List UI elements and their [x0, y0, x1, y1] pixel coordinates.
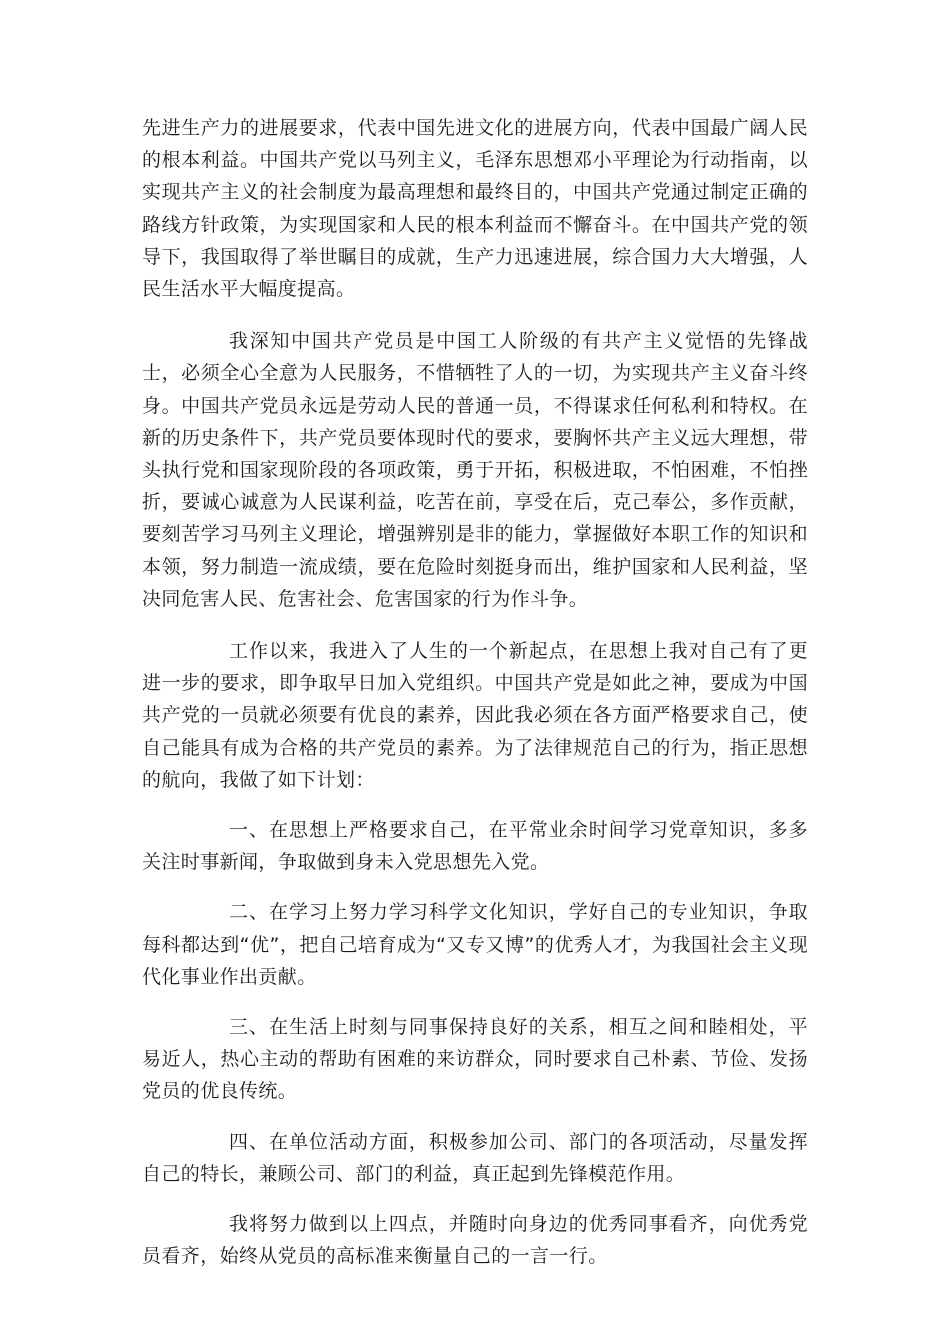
plan-item-activities: 四、在单位活动方面，积极参加公司、部门的各项活动，尽量发挥自己的特长，兼顾公司、部门的利益，真正起到先锋模范作用。	[142, 1130, 808, 1185]
paragraph-party-member-duties: 我深知中国共产党员是中国工人阶级的有共产主义觉悟的先锋战士，必须全心全意为人民服务，不惜牺牲了人的一切，为实现共产主义奋斗终身。中国共产党员永远是劳动人民的普通一员，不得谋求任何私利和特权。在新的历史条件下，共产党员要体现时代的要求，要胸怀共产主义远大理想，带头执行党和国家现阶段的各项政策，勇于开拓，积极进取，不怕困难，不怕挫折，要诚心诚意为人民谋利益，吃苦在前，享受在后，克己奉公，多作贡献，要刻苦学习马列主义理论，增强辨别是非的能力，掌握做好本职工作的知识和本领，努力制造一流成绩，要在危险时刻挺身而出，维护国家和人民利益，坚决同危害人民、危害社会、危害国家的行为作斗争。	[142, 330, 808, 610]
paragraph-continuation: 先进生产力的进展要求，代表中国先进文化的进展方向，代表中国最广阔人民的根本利益。中国共产党以马列主义，毛泽东思想邓小平理论为行动指南，以实现共产主义的社会制度为最高理想和最终目的，中国共产党通过制定正确的路线方针政策，为实现国家和人民的根本利益而不懈奋斗。在中国共产党的领导下，我国取得了举世瞩目的成就，生产力迅速进展，综合国力大大增强，人民生活水平大幅度提高。	[142, 117, 808, 301]
paragraph-work-plan-intro: 工作以来，我进入了人生的一个新起点，在思想上我对自己有了更进一步的要求，即争取早日加入党组织。中国共产党是如此之神，要成为中国共产党的一员就必须要有优良的素养，因此我必须在各方面严格要求自己，使自己能具有成为合格的共产党员的素养。为了法律规范自己的行为，指正思想的航向，我做了如下计划：	[142, 640, 808, 791]
paragraph-conclusion: 我将努力做到以上四点，并随时向身边的优秀同事看齐，向优秀党员看齐，始终从党员的高标准来衡量自己的一言一行。	[142, 1213, 808, 1268]
plan-item-ideology: 一、在思想上严格要求自己，在平常业余时间学习党章知识，多多关注时事新闻，争取做到身未入党思想先入党。	[142, 819, 808, 874]
document-body	[142, 112, 808, 1273]
plan-item-study: 二、在学习上努力学习科学文化知识，学好自己的专业知识，争取每科都达到“优”，把自己培育成为“又专又博”的优秀人才，为我国社会主义现代化事业作出贡献。	[142, 901, 808, 988]
plan-item-life: 三、在生活上时刻与同事保持良好的关系，相互之间和睦相处，平易近人，热心主动的帮助有困难的来访群众，同时要求自己朴素、节俭、发扬党员的优良传统。	[142, 1016, 808, 1103]
